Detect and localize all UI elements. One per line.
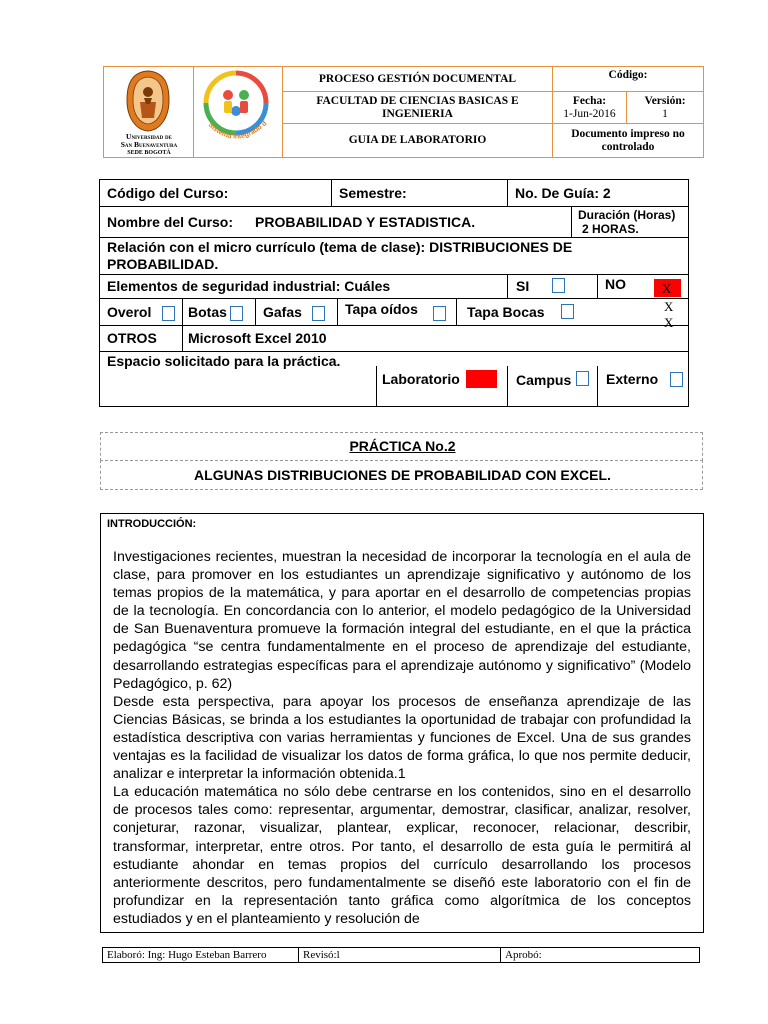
semester-cell (331, 179, 508, 207)
introduction-body (113, 548, 691, 928)
system-logo-cell (194, 67, 283, 158)
external-checkbox[interactable] (670, 372, 683, 387)
tapa-oidos-label: Tapa oídos (345, 301, 418, 317)
approval-footer (102, 947, 700, 963)
overol-checkbox[interactable] (162, 306, 175, 321)
botas-label: Botas (188, 304, 227, 320)
safety-elements-label: Elementos de seguridad industrial: Cuáles (107, 278, 391, 294)
version-cell (627, 92, 704, 124)
safety-no-x-mark: X (662, 281, 672, 296)
reviewed-by: Revisó:l (299, 948, 501, 963)
guide-type: GUIA DE LABORATORIO (283, 124, 553, 158)
tapa-bocas-checkbox[interactable] (561, 304, 574, 319)
duration-label: Duración (Horas) (578, 208, 676, 222)
practice-space-cell (99, 351, 689, 407)
intro-paragraph: Desde esta perspectiva, para apoyar los procesos de enseñanza aprendizaje de las Ciencias Básicas, se brinda a los estudiantes la oportunidad de trabajar con profundidad la estadística descriptiva con varias herramientas y funciones de Excel. Una de sus grandes ventajas es la facilidad de visualizar los datos de forma gráfica, lo que nos permite deducir, analizar e interpretar la información obtenida.1 (113, 693, 691, 783)
university-name-line1: Universidad de (126, 131, 172, 141)
tapa-oidos-cell (337, 298, 457, 326)
external-label: Externo (606, 371, 659, 387)
guide-number-cell (507, 179, 689, 207)
otros-value: Microsoft Excel 2010 (188, 330, 327, 346)
tapa-oidos-checkbox[interactable] (433, 306, 446, 321)
stray-x-mark-1: X (664, 299, 674, 314)
tapa-bocas-cell (456, 298, 689, 326)
divider (376, 366, 377, 407)
stray-x-mark-2: X (664, 315, 674, 330)
prepared-by: Elaboró: Ing: Hugo Esteban Barrero (103, 948, 299, 963)
version-label: Versión: (644, 94, 686, 107)
otros-cell (99, 325, 183, 352)
safety-no-label: NO (605, 276, 626, 292)
botas-checkbox[interactable] (230, 306, 243, 321)
overol-label: Overol (107, 304, 152, 320)
introduction-section (100, 513, 704, 933)
laboratory-label: Laboratorio (382, 371, 460, 387)
practice-space-label: Espacio solicitado para la práctica. (107, 353, 341, 369)
version-value: 1 (662, 107, 668, 120)
intro-paragraph: La educación matemática no sólo debe centrarse en los contenidos, sino en el desarrollo de procesos tales como: representar, argumentar, demostrar, clasificar, analizar, resolver, conjeturar, razonar, visualizar, plantear, explicar, reconocer, relacionar, describir, transformar, interpretar, entre otros. Por tanto, el desarrollo de esta guía le permitirá al estudiante ahondar en temas propios del currículo desarrollando los procesos anteriormente descritos, pero fundamentalmente se diseñó este laboratorio con el fin de profundizar en la representación tanto gráfica como algorítmica de los conceptos estudiados y en el planteamiento y resolución de (113, 784, 691, 927)
practice-title: ALGUNAS DISTRIBUCIONES DE PROBABILIDAD CON EXCEL. (194, 467, 611, 483)
micro-curriculum-cell (99, 237, 689, 275)
safety-yes-label: SI (516, 278, 530, 294)
safety-no-cell (597, 274, 689, 299)
duration-value: 2 HORAS. (582, 222, 639, 236)
gafas-cell (255, 298, 338, 326)
campus-checkbox[interactable] (576, 371, 589, 386)
course-name-value: PROBABILIDAD Y ESTADISTICA. (255, 214, 476, 230)
faculty-name: FACULTAD DE CIENCIAS BASICAS E INGENIERIA (283, 92, 553, 124)
duration-cell (571, 206, 689, 238)
tapa-bocas-label: Tapa Bocas (467, 304, 545, 320)
botas-cell (182, 298, 256, 326)
semester-label: Semestre: (339, 185, 407, 201)
integrated-management-system-logo-icon (198, 67, 278, 153)
safety-yes-checkbox[interactable] (552, 278, 565, 293)
date-label: Fecha: (572, 94, 607, 107)
approved-by: Aprobó: (501, 948, 700, 963)
introduction-heading: INTRODUCCIÓN: (107, 518, 197, 530)
safety-elements-cell (99, 274, 508, 299)
course-code-label: Código del Curso: (107, 185, 229, 201)
course-code-cell (99, 179, 332, 207)
intro-paragraph: Investigaciones recientes, muestran la necesidad de incorporar la tecnología en el aula de clase, para promover en los estudiantes un aprendizaje significativo y autónomo de los temas propios de la matemática, y para aportar en el desarrollo de competencias propias de la tecnología. En concordancia con lo anterior, el modelo pedagógico de la Universidad de San Buenaventura promueve la formación integral del estudiante, en el que la práctica pedagógica “se centra fundamentalmente en el proceso de aprendizaje del estudiante, desarrollando estrategias específicas para el aprendizaje autónomo y significativo” (Modelo Pedagógico, p. 62) (113, 549, 691, 692)
guide-number: No. De Guía: 2 (515, 185, 611, 201)
otros-label: OTROS (107, 330, 157, 346)
safety-yes-cell (507, 274, 598, 299)
micro-curriculum-label: Relación con el micro currículo (tema de clase): DISTRIBUCIONES DE PROBABILIDAD. (107, 239, 573, 272)
gafas-label: Gafas (263, 304, 302, 320)
document-note: Documento impreso no controlado (553, 124, 704, 158)
practice-number-box (100, 432, 703, 461)
divider (597, 366, 598, 407)
course-name-label: Nombre del Curso: (107, 214, 234, 230)
campus-label: Campus (516, 372, 572, 388)
process-title: PROCESO GESTIÓN DOCUMENTAL (283, 67, 553, 92)
university-seal-icon (126, 70, 170, 132)
code-label: Código: (553, 67, 704, 92)
otros-value-cell (182, 325, 689, 352)
gafas-checkbox[interactable] (312, 306, 325, 321)
divider (507, 366, 508, 407)
practice-number: PRÁCTICA No.2 (349, 438, 456, 454)
university-name-line2: San Buenaventura (120, 139, 178, 149)
university-name-line3: SEDE BOGOTÁ (127, 149, 171, 156)
date-value: 1-Jun-2016 (563, 107, 616, 120)
date-cell (553, 92, 627, 124)
course-name-cell (99, 206, 572, 238)
university-logo-cell (104, 67, 194, 158)
practice-title-box (100, 460, 703, 490)
overol-cell (99, 298, 183, 326)
laboratory-checkbox-marked[interactable] (466, 370, 497, 388)
system-logo-text: Sistema Integrado d (206, 120, 269, 141)
document-header (103, 66, 704, 158)
